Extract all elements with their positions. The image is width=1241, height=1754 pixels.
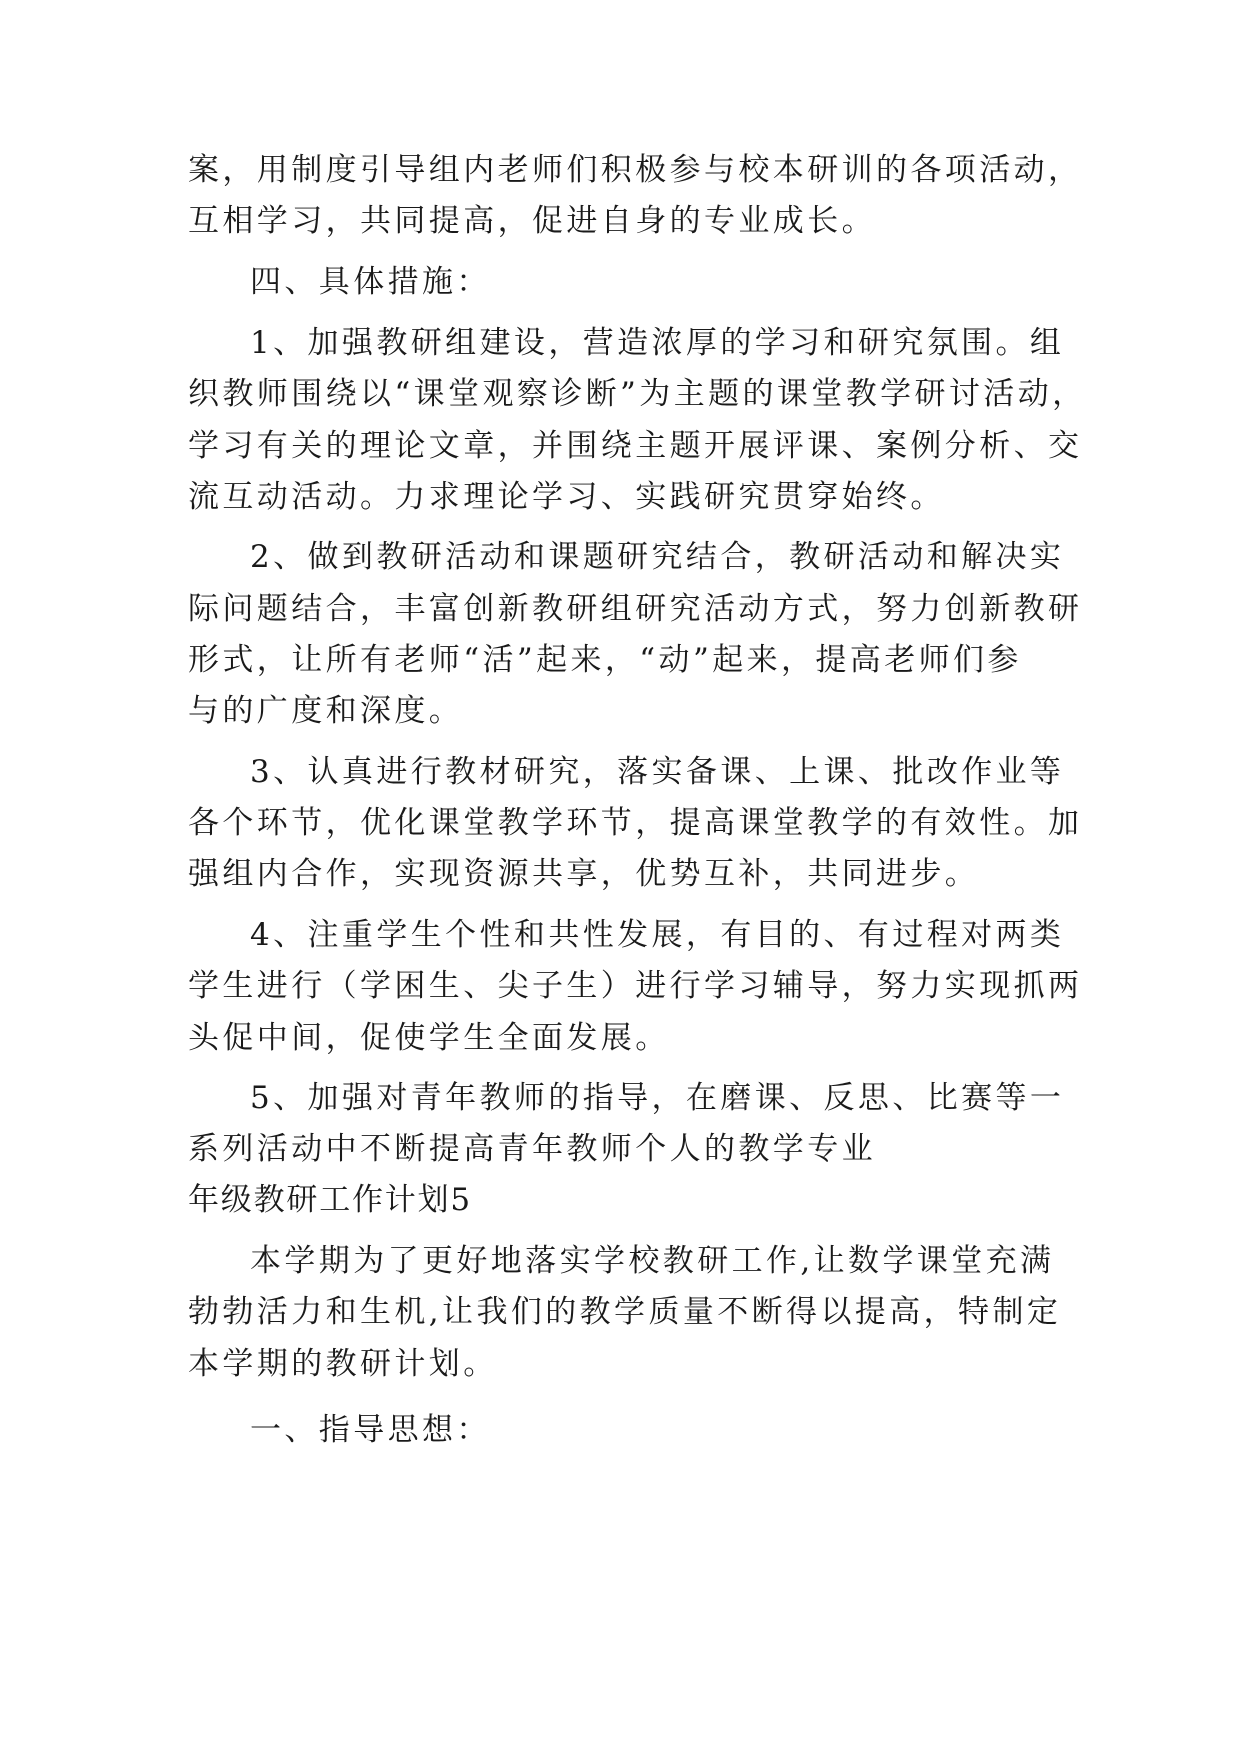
text-line: 案，用制度引导组内老师们积极参与校本研训的各项活动， <box>188 152 1083 188</box>
text-line: 各个环节，优化课堂教学环节，提高课堂教学的有效性。加 <box>188 805 1083 841</box>
text-line: 系列活动中不断提高青年教师个人的教学专业 <box>188 1131 876 1167</box>
text-line: 与的广度和深度。 <box>188 693 464 729</box>
text-line: 2、做到教研活动和课题研究结合，教研活动和解决实 <box>250 539 1065 575</box>
section-heading: 一、指导思想： <box>250 1412 491 1448</box>
text-line: 5、加强对青年教师的指导，在磨课、反思、比赛等一 <box>250 1080 1065 1116</box>
text-line: 际问题结合，丰富创新教研组研究活动方式，努力创新教研 <box>188 591 1083 627</box>
text-line: 头促中间，促使学生全面发展。 <box>188 1020 670 1056</box>
text-line: 学生进行（学困生、尖子生）进行学习辅导，努力实现抓两 <box>188 968 1083 1004</box>
text-line: 流互动活动。力求理论学习、实践研究贯穿始终。 <box>188 479 945 515</box>
text-line: 互相学习，共同提高，促进自身的专业成长。 <box>188 203 876 239</box>
section-heading: 四、具体措施： <box>250 264 491 300</box>
text-line: 3、认真进行教材研究，落实备课、上课、批改作业等 <box>250 754 1065 790</box>
text-line: 勃勃活力和生机,让我们的教学质量不断得以提高，特制定 <box>188 1294 1062 1330</box>
text-line: 1、加强教研组建设，营造浓厚的学习和研究氛围。组 <box>250 325 1065 361</box>
document-title: 年级教研工作计划5 <box>188 1182 472 1218</box>
text-line: 织教师围绕以“课堂观察诊断”为主题的课堂教学研讨活动， <box>188 376 1087 412</box>
text-line: 本学期为了更好地落实学校教研工作,让数学课堂充满 <box>250 1243 1055 1279</box>
text-line: 4、注重学生个性和共性发展，有目的、有过程对两类 <box>250 917 1065 953</box>
text-line: 本学期的教研计划。 <box>188 1346 498 1382</box>
text-line: 强组内合作，实现资源共享，优势互补，共同进步。 <box>188 856 980 892</box>
text-line: 学习有关的理论文章，并围绕主题开展评课、案例分析、交 <box>188 428 1083 464</box>
text-line: 形式，让所有老师“活”起来，“动”起来，提高老师们参 <box>188 642 1022 678</box>
